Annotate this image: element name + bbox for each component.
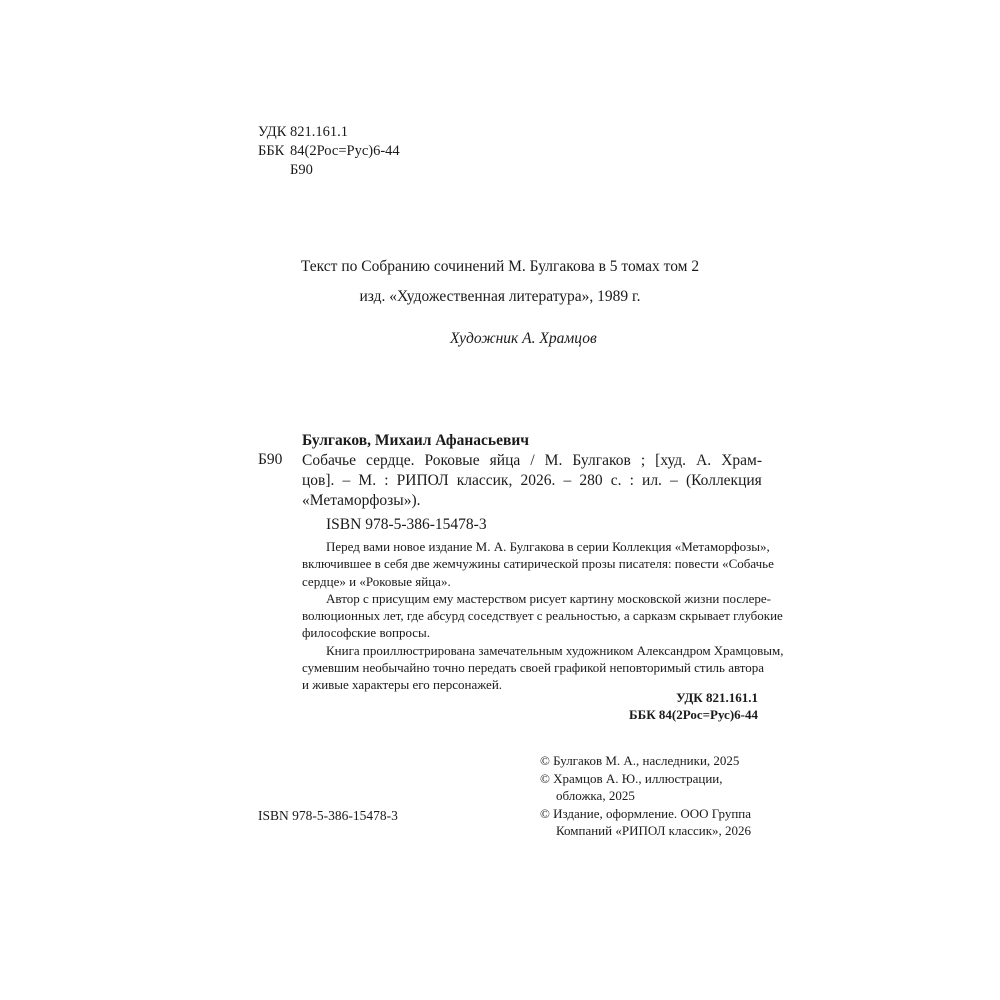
catalog-word: 280 xyxy=(579,472,603,489)
source-line-1: Текст по Собранию сочинений М. Булгакова в 5 томах том 2 xyxy=(300,258,700,275)
bbk-value: 84(2Рос=Рус)6-44 xyxy=(290,143,400,159)
classification-codes xyxy=(258,123,400,180)
udk-value: 821.161.1 xyxy=(290,124,348,140)
catalog-word: : xyxy=(629,472,634,489)
illustrator-credit: Художник А. Храмцов xyxy=(450,330,597,347)
copyright-block xyxy=(540,752,751,840)
catalog-word: – xyxy=(342,472,351,489)
annotation-line: философские вопросы. xyxy=(302,625,431,641)
catalog-word: РИПОЛ xyxy=(396,472,449,489)
catalog-word: / xyxy=(530,452,535,469)
catalog-word: классик, xyxy=(456,472,513,489)
catalog-line-1 xyxy=(302,451,762,471)
annotation-paragraph-1 xyxy=(302,538,774,590)
catalog-word: М. xyxy=(358,472,377,489)
catalog-word: цов]. xyxy=(302,472,335,489)
annotation-paragraph-2 xyxy=(302,590,783,642)
catalog-word: Роковые xyxy=(424,452,480,469)
bottom-bbk: ББК 84(2Рос=Рус)6-44 xyxy=(629,707,758,722)
catalog-word: ил. xyxy=(642,472,662,489)
catalog-word: сердце. xyxy=(366,452,415,469)
bbk-row xyxy=(258,142,400,161)
catalog-line-3: «Метаморфозы»). xyxy=(302,492,421,509)
annotation-line: волюционных лет, где абсурд соседствует с реальностью, а сарказм скрывает глубокие xyxy=(302,608,783,624)
copyright-line: Компаний «РИПОЛ классик», 2026 xyxy=(556,823,752,838)
catalog-word: – xyxy=(563,472,572,489)
udk-row xyxy=(258,123,400,142)
catalog-word: Собачье xyxy=(302,452,356,469)
catalog-word: Храм- xyxy=(721,452,762,469)
annotation-paragraph-3 xyxy=(302,642,784,694)
isbn-bottom: ISBN 978-5-386-15478-3 xyxy=(258,808,398,823)
catalog-word: А. xyxy=(696,452,712,469)
catalog-isbn: ISBN 978-5-386-15478-3 xyxy=(326,516,487,533)
catalog-word: М. xyxy=(544,452,563,469)
catalog-word: ; xyxy=(640,452,646,469)
annotation-line: и живые характеры его персонажей. xyxy=(302,677,503,693)
source-line-2: изд. «Художественная литература», 1989 г. xyxy=(359,288,641,305)
catalog-word: (Коллекция xyxy=(685,472,762,489)
catalog-word: яйца xyxy=(489,452,521,469)
author-mark: Б90 xyxy=(290,162,313,178)
bottom-codes xyxy=(540,689,758,723)
catalog-mark: Б90 xyxy=(258,451,283,468)
annotation-line: Перед вами новое издание М. А. Булгакова в серии Коллекция «Метаморфозы», xyxy=(326,539,770,554)
catalog-word: [худ. xyxy=(655,452,687,469)
copyright-line: обложка, 2025 xyxy=(556,788,635,803)
catalog-line-2 xyxy=(302,471,762,491)
annotation-line: сумевшим необычайно точно передать своей графикой неповторимый стиль автора xyxy=(302,660,765,676)
annotation-line: Книга проиллюстрирована замечательным художником Александром Храмцовым, xyxy=(326,642,784,658)
annotation-line: сердце» и «Роковые яйца». xyxy=(302,573,451,589)
annotation-line: Автор с присущим ему мастерством рисует картину московской жизни послере- xyxy=(326,590,772,606)
catalog-description xyxy=(302,451,762,511)
annotation-line: включившее в себя две жемчужины сатирической прозы писателя: повести «Собачье xyxy=(302,556,774,572)
author-mark-row xyxy=(258,161,400,180)
catalog-word: : xyxy=(384,472,389,489)
source-note xyxy=(250,252,750,312)
catalog-author: Булгаков, Михаил Афанасьевич xyxy=(302,432,530,449)
udk-label: УДК xyxy=(258,124,287,140)
catalog-word: 2026. xyxy=(520,472,556,489)
copyright-line: © Издание, оформление. ООО Группа xyxy=(540,805,752,821)
copyright-line: © Булгаков М. А., наследники, 2025 xyxy=(540,753,740,768)
bottom-udk: УДК 821.161.1 xyxy=(676,690,758,705)
catalog-word: – xyxy=(670,472,678,489)
copyright-line: © Храмцов А. Ю., иллюстрации, xyxy=(540,770,723,786)
bbk-label: ББК xyxy=(258,143,285,159)
catalog-word: Булгаков xyxy=(572,452,631,469)
annotation xyxy=(302,538,784,694)
catalog-word: с. xyxy=(610,472,622,489)
